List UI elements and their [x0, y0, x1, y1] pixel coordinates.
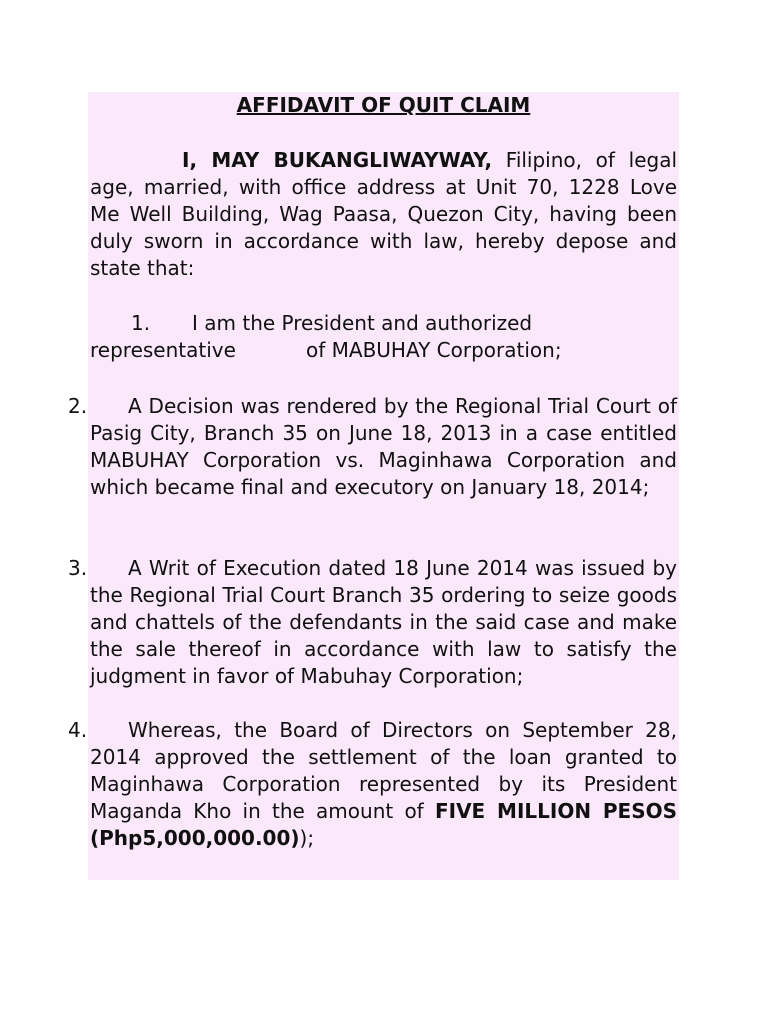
intro-paragraph: [90, 147, 677, 282]
highlight-gap-3: [88, 690, 679, 714]
item-3-text: A Writ of Execution dated 18 June 2014 was issued by the Regional Trial Court Branch 35 ordering to seize goods and chattels of the defendants in the said case and make the sale thereof in accordance with law to satisfy the judgment in favor of Mabuhay Corporation;: [90, 556, 677, 688]
item-4-amount-words: FIVE MILLION PESOS: [434, 799, 678, 823]
highlight-gap-2: [88, 528, 679, 552]
item-4-number: 4.: [68, 718, 88, 742]
item-4-text: [90, 717, 677, 852]
item-1-number: 1.: [131, 311, 151, 335]
item-4-text-after: );: [299, 826, 315, 850]
item-1-line-2b: of MABUHAY Corporation;: [306, 338, 562, 362]
item-1-line-1: I am the President and authorized: [192, 311, 533, 335]
intro-text: Filipino, of legal age, married, with office address at Unit 70, 1228 Love Me Well Building, Wag Paasa, Quezon City, having been duly sworn in accordance with law, hereby depose and state that:: [90, 148, 678, 280]
document-title: AFFIDAVIT OF QUIT CLAIM: [236, 93, 531, 117]
item-4-amount-figures: (Php5,000,000.00): [90, 826, 300, 850]
item-1-line-2a: representative: [90, 338, 236, 362]
item-3-number: 3.: [68, 556, 88, 580]
affiant-name: I, MAY BUKANGLIWAYWAY,: [182, 148, 493, 172]
item-2-number: 2.: [68, 394, 88, 418]
item-2-text: A Decision was rendered by the Regional Trial Court of Pasig City, Branch 35 on June 18, 2013 in a case entitled MABUHAY Corporation vs. Maginhawa Corporation and which became final and executory on January 18, 2014;: [90, 394, 677, 499]
item-4-text-before: Whereas, the Board of Directors on September 28, 2014 approved the settlement of the loan granted to Maginhawa Corporation represented by its President Maganda Kho in the amount of: [90, 718, 677, 823]
